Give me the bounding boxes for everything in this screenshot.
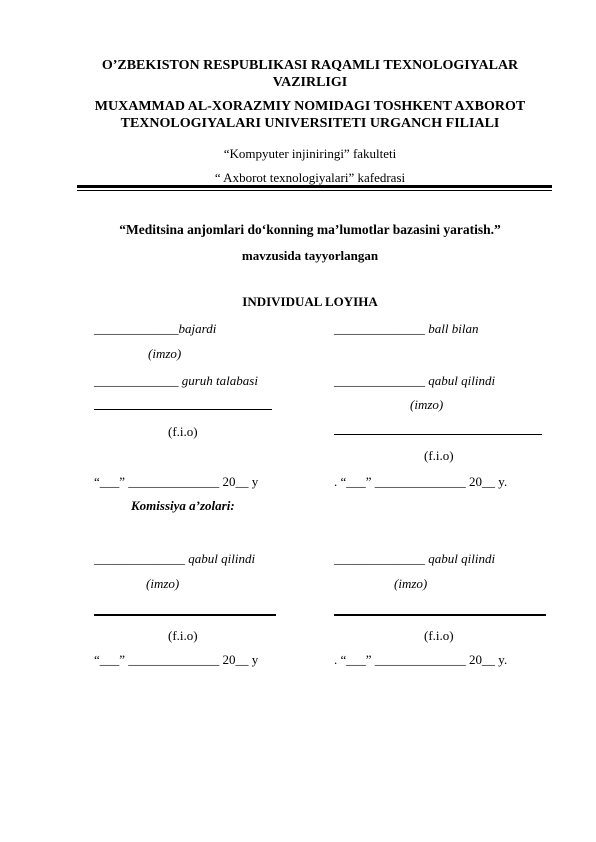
supervisor-signature-label: (imzo) — [410, 397, 444, 412]
university-title: MUXAMMAD AL-XORAZMIY NOMIDAGI TOSHKENT AXBOROT TEXNOLOGIYALARI UNIVERSITETI URGANCH FILIALI — [94, 99, 526, 131]
commission-left-date[interactable]: “___” ______________ 20__ y — [94, 652, 259, 667]
bajardi-label: bajardi — [178, 321, 217, 336]
commission-right-name-line[interactable] — [334, 614, 546, 616]
supervisor-date[interactable]: . “___” ______________ 20__ y. — [334, 474, 508, 489]
supervisor-name-line[interactable] — [334, 434, 542, 435]
commission-right-accepted-label: qabul qilindi — [425, 551, 496, 566]
document-type: INDIVIDUAL LOYIHA — [242, 294, 378, 309]
group-blank[interactable]: _____________ — [94, 373, 179, 388]
commission-left-accepted-row — [94, 550, 255, 568]
bajardi-row — [94, 320, 216, 338]
ball-row — [334, 320, 478, 338]
commission-left-signature-label: (imzo) — [146, 576, 180, 591]
ball-blank[interactable]: ______________ — [334, 321, 425, 336]
accepted-row — [334, 372, 495, 390]
department-name: “ Axborot texnologiyalari” kafedrasi — [214, 170, 406, 185]
student-name-line[interactable] — [94, 409, 272, 410]
topic-subtitle: mavzusida tayyorlangan — [241, 248, 379, 263]
commission-left-blank[interactable]: ______________ — [94, 551, 185, 566]
commission-left-accepted-label: qabul qilindi — [185, 551, 256, 566]
header-rule-thin — [77, 190, 552, 191]
commission-right-date[interactable]: . “___” ______________ 20__ y. — [334, 652, 508, 667]
faculty-name: “Kompyuter injiniringi” fakulteti — [223, 146, 397, 161]
student-fio-label: (f.i.o) — [168, 424, 198, 439]
supervisor-fio-label: (f.i.o) — [424, 448, 454, 463]
student-signature-label: (imzo) — [148, 346, 182, 361]
student-date[interactable]: “___” ______________ 20__ y — [94, 474, 259, 489]
group-row — [94, 372, 258, 390]
commission-right-accepted-row — [334, 550, 495, 568]
bajardi-blank[interactable]: _____________ — [94, 321, 179, 336]
commission-right-signature-label: (imzo) — [394, 576, 428, 591]
topic-title: “Meditsina anjomlari do‘konning ma’lumotlar bazasini yaratish.” — [119, 222, 501, 237]
ministry-title: O’ZBEKISTON RESPUBLIKASI RAQAMLI TEXNOLOGIYALAR VAZIRLIGI — [101, 58, 519, 90]
commission-right-fio-label: (f.i.o) — [424, 628, 454, 643]
commission-left-fio-label: (f.i.o) — [168, 628, 198, 643]
accepted-label: qabul qilindi — [425, 373, 496, 388]
accepted-blank[interactable]: ______________ — [334, 373, 425, 388]
commission-left-name-line[interactable] — [94, 614, 276, 616]
commission-label: Komissiya a’zolari: — [131, 498, 235, 513]
ball-label: ball bilan — [425, 321, 479, 336]
group-label: guruh talabasi — [178, 373, 258, 388]
commission-right-blank[interactable]: ______________ — [334, 551, 425, 566]
header-rule-thick — [77, 185, 552, 188]
